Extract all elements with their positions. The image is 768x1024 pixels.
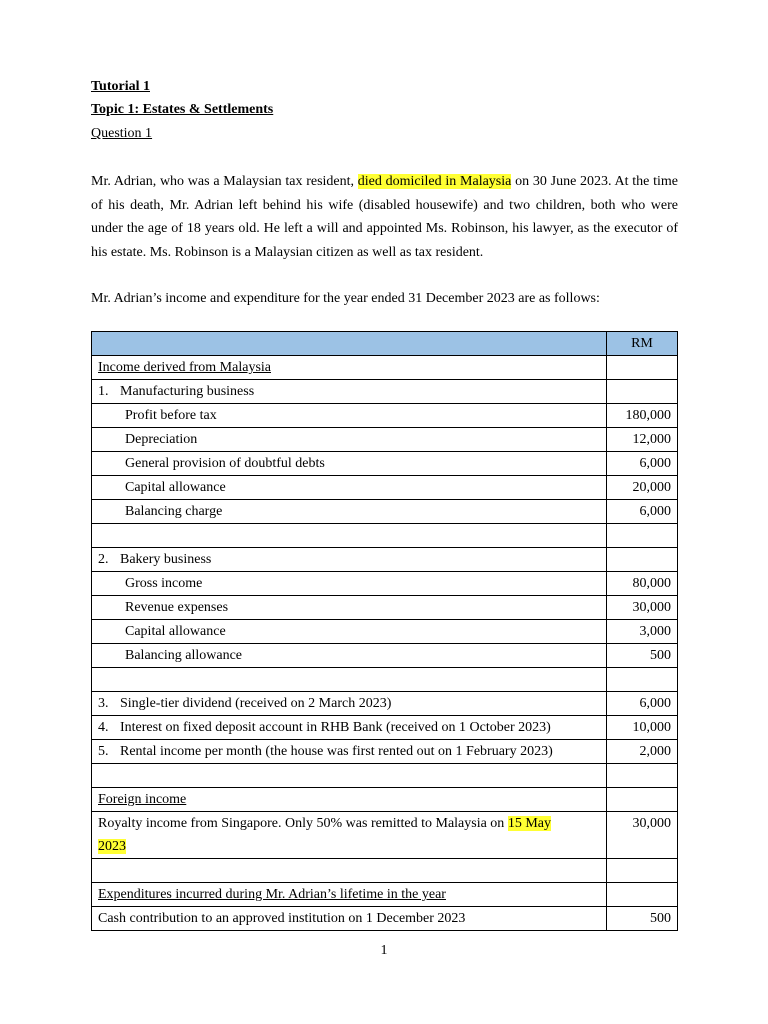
row-label: Depreciation — [125, 432, 198, 447]
row-label: Rental income per month (the house was first rented out on 1 February 2023) — [120, 744, 553, 759]
blank-row — [92, 524, 678, 548]
table-row — [92, 428, 678, 452]
row-label: Capital allowance — [125, 480, 226, 495]
table-row — [92, 812, 678, 859]
royalty-year-highlight: 2023 — [98, 839, 126, 854]
table-row — [92, 476, 678, 500]
table-row — [92, 692, 678, 716]
table-header-row — [92, 332, 678, 356]
row-label: Single-tier dividend (received on 2 March 2023) — [120, 696, 392, 711]
row-label: Profit before tax — [125, 408, 217, 423]
row-amount: 500 — [607, 907, 678, 931]
row-label: Balancing charge — [125, 504, 223, 519]
blank-row — [92, 859, 678, 883]
blank-row — [92, 668, 678, 692]
table-row — [92, 788, 678, 812]
table-row — [92, 907, 678, 931]
item-number: 2. — [98, 552, 109, 567]
page-number: 1 — [380, 943, 388, 958]
blank-row — [92, 764, 678, 788]
table-row — [92, 740, 678, 764]
row-label: Balancing allowance — [125, 648, 243, 663]
table-row — [92, 500, 678, 524]
row-amount: 6,000 — [607, 692, 678, 716]
table-row — [92, 620, 678, 644]
royalty-date-highlight: 15 May — [507, 816, 551, 831]
item-number: 1. — [98, 384, 109, 399]
row-amount: 6,000 — [607, 452, 678, 476]
row-amount: 30,000 — [607, 812, 678, 859]
section-expenditure-heading: Expenditures incurred during Mr. Adrian’s lifetime in the year — [98, 887, 446, 902]
row-amount: 3,000 — [607, 620, 678, 644]
table-row — [92, 572, 678, 596]
bakery-title: Bakery business — [120, 552, 212, 567]
row-label: Cash contribution to an approved institution on 1 December 2023 — [98, 911, 466, 926]
item-number: 5. — [98, 744, 109, 759]
row-label: Revenue expenses — [125, 600, 229, 615]
row-label: Gross income — [125, 576, 203, 591]
row-amount: 2,000 — [607, 740, 678, 764]
intro-paragraph — [91, 170, 678, 264]
table-intro-paragraph: Mr. Adrian’s income and expenditure for the year ended 31 December 2023 are as follows: — [91, 291, 600, 306]
mfg-title: Manufacturing business — [120, 384, 255, 399]
table-row — [92, 883, 678, 907]
row-amount: 180,000 — [607, 404, 678, 428]
section-foreign-heading: Foreign income — [98, 792, 187, 807]
table-row — [92, 380, 678, 404]
row-amount: 80,000 — [607, 572, 678, 596]
item-number: 4. — [98, 720, 109, 735]
row-amount: 500 — [607, 644, 678, 668]
table-row — [92, 404, 678, 428]
intro-text-rest: on 30 June 2023. At the time of his death, Mr. Adrian left behind his wife (disabled housewife) and two children, both who were under the age of 18 years old. He left a will and appointed Ms. Robinson, his lawyer, as the executor of his estate. Ms. Robinson is a Malaysian citizen as well as tax resident. — [91, 174, 678, 260]
topic-heading: Topic 1: Estates & Settlements — [91, 102, 274, 117]
table-row — [92, 452, 678, 476]
currency-header: RM — [607, 332, 678, 356]
table-row — [92, 548, 678, 572]
row-label: General provision of doubtful debts — [125, 456, 325, 471]
row-label: Capital allowance — [125, 624, 226, 639]
header-label-cell — [92, 332, 607, 356]
section-malaysia-heading: Income derived from Malaysia — [98, 360, 271, 375]
question-heading: Question 1 — [91, 126, 153, 141]
table-row — [92, 596, 678, 620]
row-amount: 10,000 — [607, 716, 678, 740]
row-amount: 30,000 — [607, 596, 678, 620]
row-amount: 6,000 — [607, 500, 678, 524]
table-row — [92, 356, 678, 380]
royalty-text: Royalty income from Singapore. Only 50% was remitted to Malaysia on — [98, 816, 508, 831]
highlighted-phrase: died domiciled in Malaysia — [357, 174, 512, 189]
row-amount: 20,000 — [607, 476, 678, 500]
table-row — [92, 716, 678, 740]
row-label: Interest on fixed deposit account in RHB Bank (received on 1 October 2023) — [120, 720, 551, 735]
income-expenditure-table — [91, 331, 678, 931]
item-number: 3. — [98, 696, 109, 711]
row-amount: 12,000 — [607, 428, 678, 452]
table-row — [92, 644, 678, 668]
intro-text-start: Mr. Adrian, who was a Malaysian tax resident, — [91, 174, 358, 189]
tutorial-heading: Tutorial 1 — [91, 79, 150, 94]
